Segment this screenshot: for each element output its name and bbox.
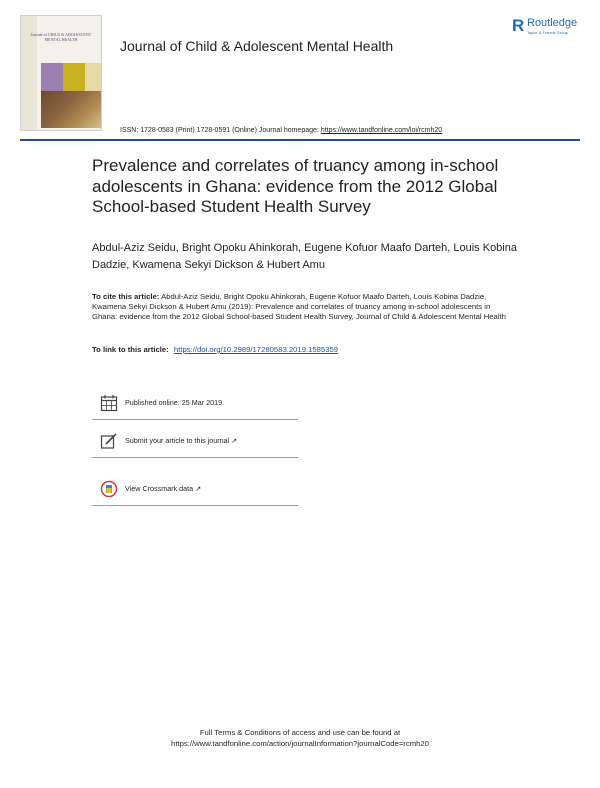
publisher-subname: Taylor & Francis Group bbox=[527, 30, 568, 35]
citation-text: Abdul-Aziz Seidu, Bright Opoku Ahinkorah, Eugene Kofuor Maafo Darteh, Louis Kobina Dadzie, Kwamena Sekyi Dickson & Hubert Amu (2019): Prevalence and correlates of truancy among in-school adolescents in Ghana: evidence from the 2012 Global School-based Student Health Survey, Journal of Child & Adolescent Mental Health bbox=[92, 292, 506, 321]
issn-text: ISSN: 1728-0583 (Print) 1728-0591 (Online) Journal homepage: bbox=[120, 127, 319, 134]
row-divider bbox=[92, 457, 298, 458]
cover-photo bbox=[41, 91, 102, 128]
row-divider bbox=[92, 505, 298, 506]
published-row bbox=[92, 382, 298, 420]
journal-cover-image bbox=[20, 15, 102, 131]
footer-terms-text: Full Terms & Conditions of access and use can be found at bbox=[199, 728, 401, 737]
crossmark-text: View Crossmark data bbox=[125, 484, 194, 493]
publisher-name: Routledge bbox=[527, 17, 578, 29]
article-link-line bbox=[92, 345, 338, 354]
cover-band-yellow bbox=[63, 63, 85, 91]
citation-label: To cite this article: bbox=[92, 292, 160, 301]
journal-homepage-link[interactable]: https://www.tandfonline.com/loi/rcmh20 bbox=[320, 127, 443, 134]
article-title: Prevalence and correlates of truancy among in-school adolescents in Ghana: evidence from the 2012 Global School-based Student Health Survey bbox=[92, 156, 499, 216]
cover-band-purple bbox=[41, 63, 63, 91]
submit-article-text: Submit your article to this journal bbox=[125, 436, 230, 445]
crossmark-icon bbox=[100, 480, 118, 498]
crossmark-row[interactable] bbox=[92, 468, 298, 506]
header-divider bbox=[20, 139, 580, 141]
external-link-icon: ↗ bbox=[231, 438, 238, 445]
publisher-logo bbox=[512, 16, 592, 38]
cover-band-light bbox=[85, 63, 102, 91]
edit-icon bbox=[100, 432, 118, 450]
footer bbox=[0, 727, 600, 749]
citation-block bbox=[92, 292, 512, 322]
submit-row[interactable] bbox=[92, 420, 298, 458]
journal-title: Journal of Child & Adolescent Mental Health bbox=[120, 38, 394, 54]
external-link-icon: ↗ bbox=[195, 486, 202, 493]
routledge-r-icon: R bbox=[512, 16, 525, 35]
submit-article-link[interactable] bbox=[125, 436, 237, 445]
article-authors: Abdul-Aziz Seidu, Bright Opoku Ahinkorah, Eugene Kofuor Maafo Darteh, Louis Kobina Dadzie, Kwamena Sekyi Dickson & Hubert Amu bbox=[92, 242, 517, 271]
calendar-icon bbox=[100, 394, 118, 412]
footer-terms-link[interactable]: https://www.tandfonline.com/action/journalInformation?journalCode=rcmh20 bbox=[171, 739, 429, 748]
published-date: Published online: 25 Mar 2019. bbox=[125, 398, 225, 407]
article-doi-link[interactable]: https://doi.org/10.2989/17280583.2019.1585359 bbox=[173, 345, 339, 354]
crossmark-link[interactable] bbox=[125, 484, 201, 493]
issn-line bbox=[120, 127, 442, 134]
cover-title: Journal of CHILD & ADOLESCENT MENTAL HEALTH bbox=[30, 32, 92, 42]
article-link-label: To link to this article: bbox=[92, 345, 169, 354]
